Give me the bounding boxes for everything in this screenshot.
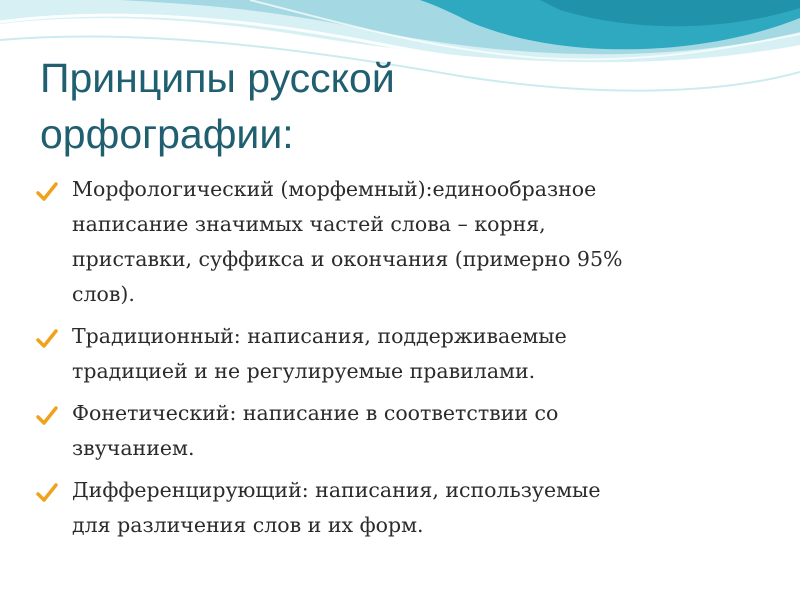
check-mark-icon [36, 182, 58, 202]
check-mark-icon [36, 329, 58, 349]
list-item-text-line: слов). [72, 282, 135, 306]
list-item-text-line: звучанием. [72, 436, 195, 460]
slide-title-line-1: Принципы русской [40, 55, 395, 101]
list-item-differentiating [36, 473, 736, 543]
list-item-text-line: написание значимых частей слова – корня, [72, 212, 546, 236]
list-item-traditional [36, 319, 736, 389]
check-mark-icon [36, 406, 58, 426]
list-item-text-line: Морфологический (морфемный):единообразное [72, 177, 597, 201]
principles-list [36, 172, 736, 550]
slide-title [40, 50, 600, 162]
list-item-text-line: для различения слов и их форм. [72, 513, 424, 537]
slide-title-line-2: орфографии: [40, 111, 294, 157]
list-item-text-line: приставки, суффикса и окончания (примерно 95% [72, 247, 623, 271]
list-item-phonetic [36, 396, 736, 466]
list-item-text-line: традицией и не регулируемые правилами. [72, 359, 536, 383]
list-item-text-line: Дифференцирующий: написания, используемые [72, 478, 601, 502]
list-item-text-line: Традиционный: написания, поддерживаемые [72, 324, 567, 348]
list-item-text-line: Фонетический: написание в соответствии со [72, 401, 559, 425]
list-item-morphological [36, 172, 736, 312]
check-mark-icon [36, 483, 58, 503]
